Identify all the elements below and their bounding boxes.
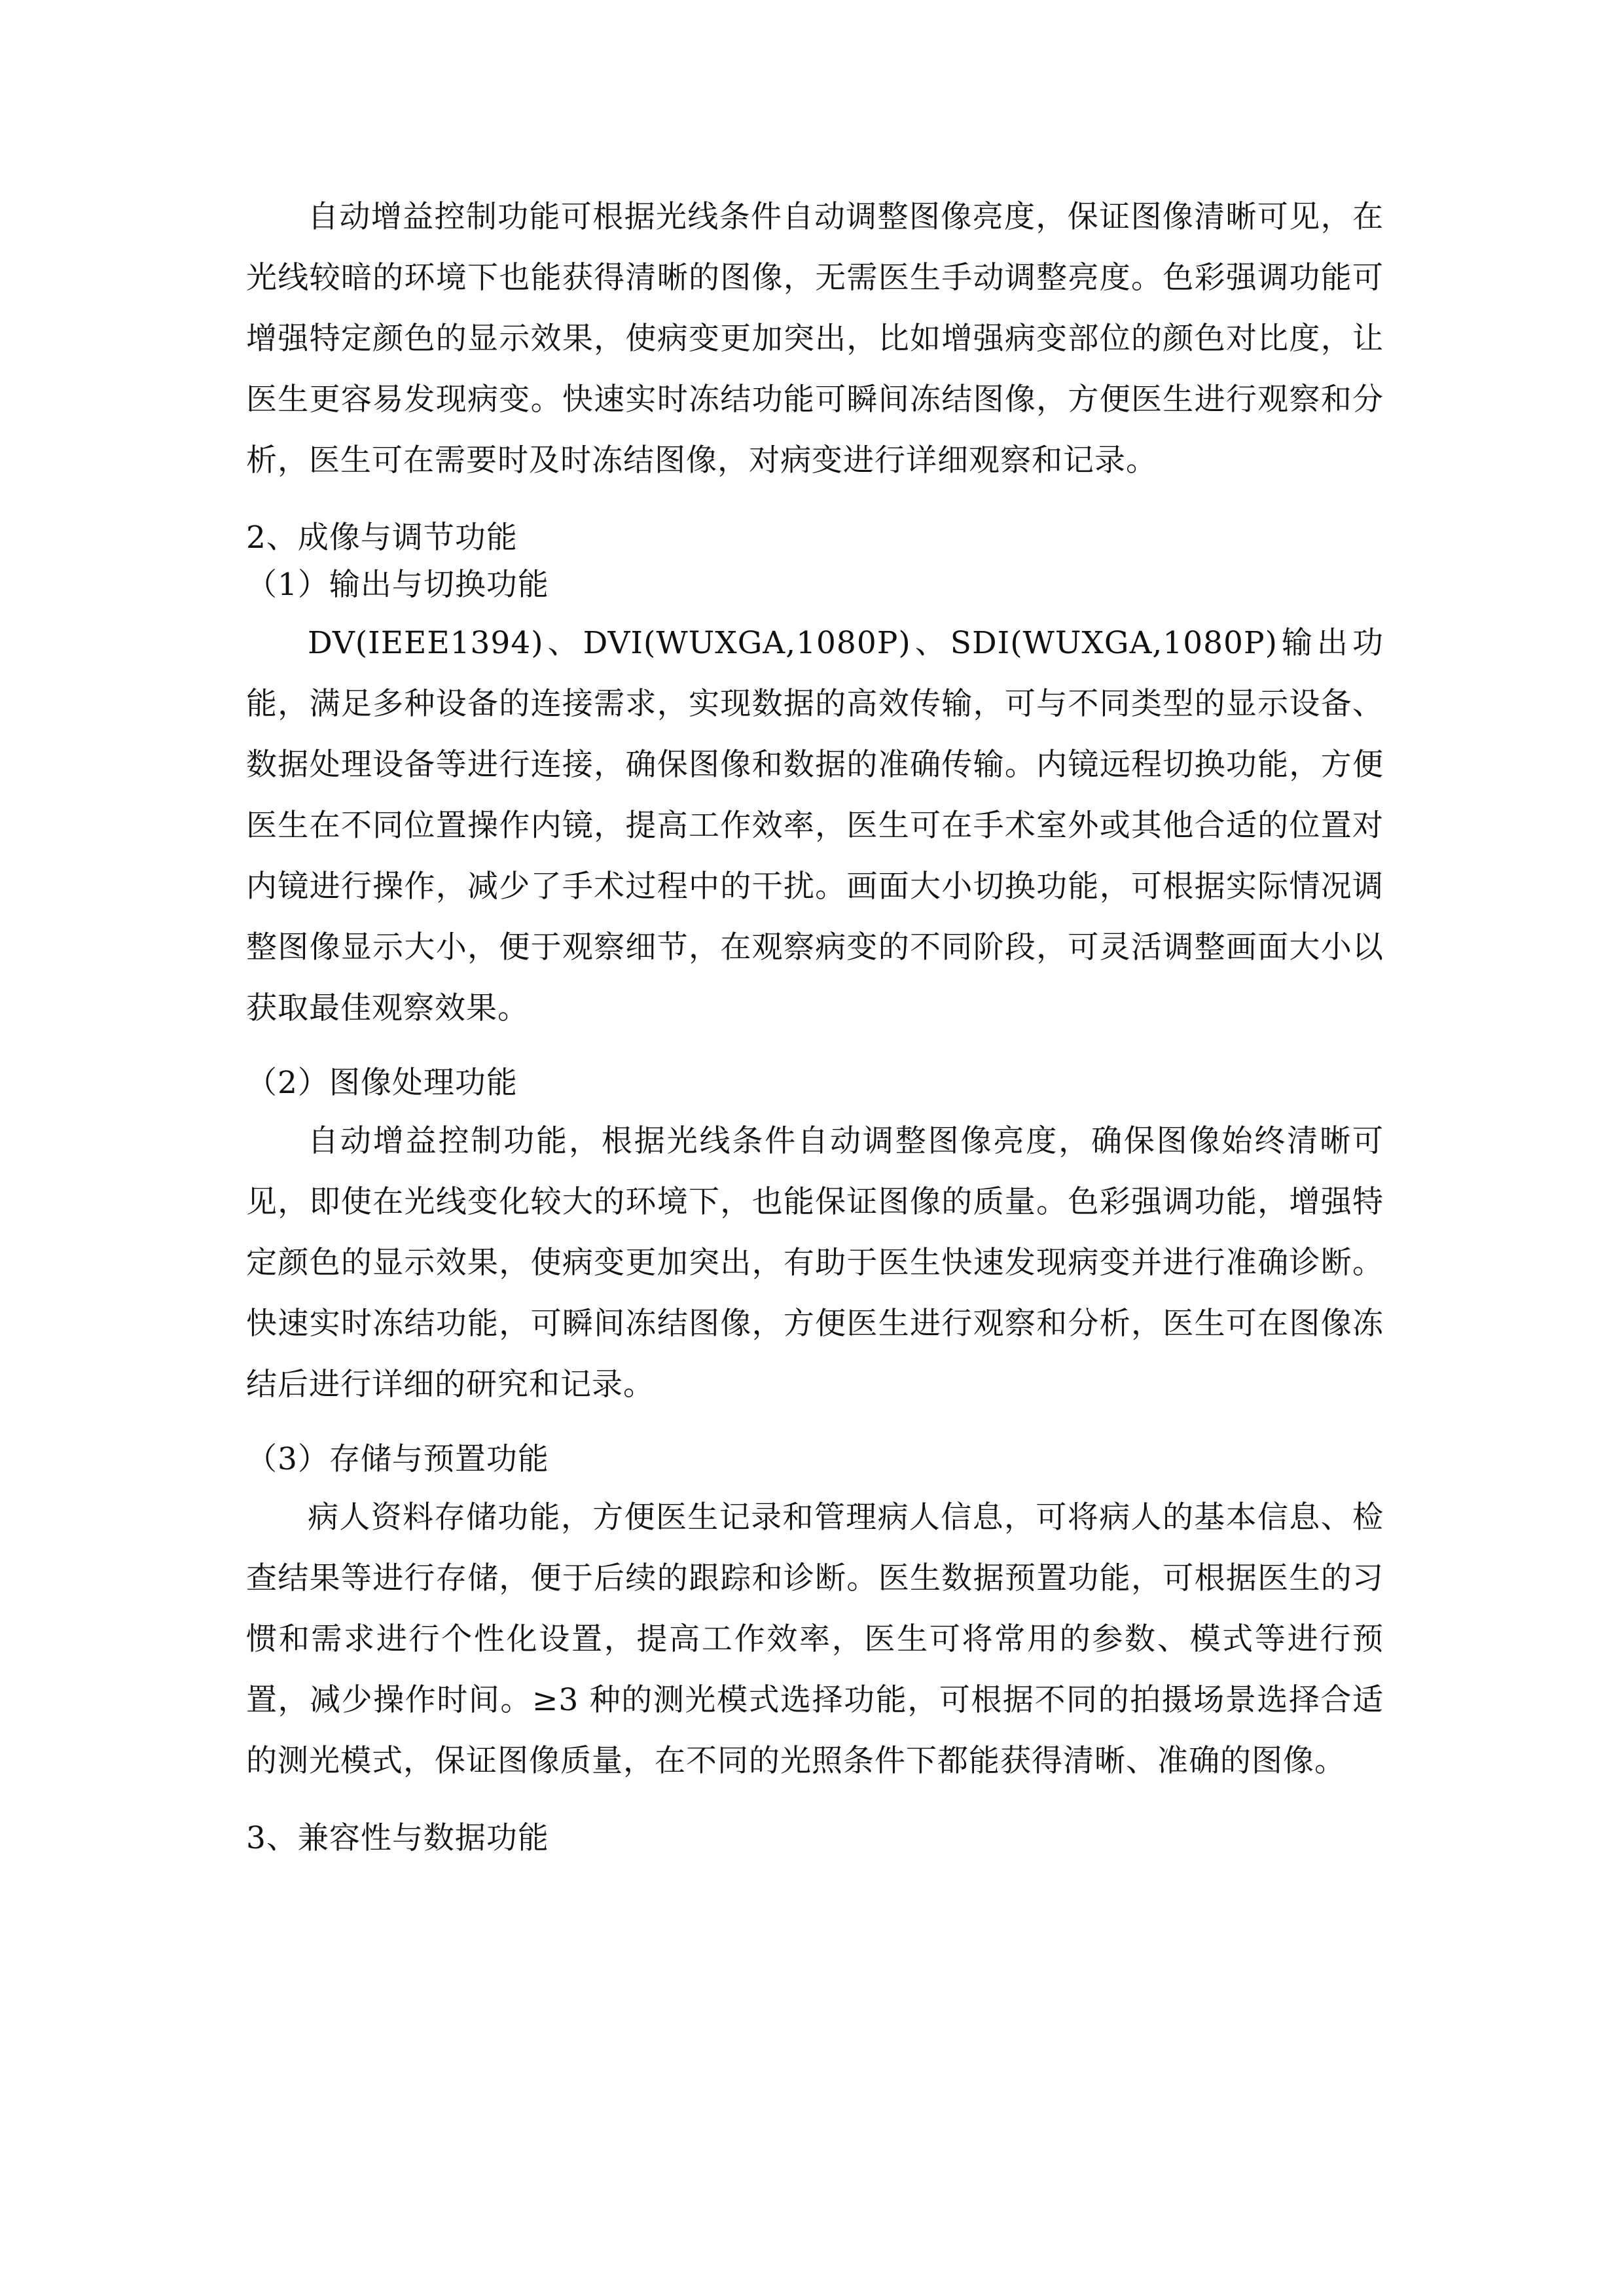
paragraph-auto-gain: 自动增益控制功能可根据光线条件自动调整图像亮度，保证图像清晰可见，在光线较暗的环境下也能获得清晰的图像，无需医生手动调整亮度。色彩强调功能可增强特定颜色的显示效果，使病变更加突出，比如增强病变部位的颜色对比度，让医生更容易发现病变。快速实时冻结功能可瞬间冻结图像，方便医生进行观察和分析，医生可在需要时及时冻结图像，对病变进行详细观察和记录。 <box>246 199 1384 478</box>
section-heading-imaging: 2、成像与调节功能 <box>246 520 518 556</box>
paragraph-storage-preset: 病人资料存储功能，方便医生记录和管理病人信息，可将病人的基本信息、检查结果等进行存储，便于后续的跟踪和诊断。医生数据预置功能，可根据医生的习惯和需求进行个性化设置，提高工作效率，医生可将常用的参数、模式等进行预置，减少操作时间。≥3 种的测光模式选择功能，可根据不同的拍摄场景选择合适的测光模式，保证图像质量，在不同的光照条件下都能获得清晰、准确的图像。 <box>246 1499 1384 1779</box>
document-body <box>246 187 1384 1859</box>
paragraph-image-processing: 自动增益控制功能，根据光线条件自动调整图像亮度，确保图像始终清晰可见，即使在光线变化较大的环境下，也能保证图像的质量。色彩强调功能，增强特定颜色的显示效果，使病变更加突出，有助于医生快速发现病变并进行准确诊断。快速实时冻结功能，可瞬间冻结图像，方便医生进行观察和分析，医生可在图像冻结后进行详细的研究和记录。 <box>246 1123 1384 1403</box>
subsection-heading-output: （1）输出与切换功能 <box>246 567 549 603</box>
section-heading-compatibility: 3、兼容性与数据功能 <box>246 1820 549 1856</box>
paragraph-output-switch: DV(IEEE1394)、DVI(WUXGA,1080P)、SDI(WUXGA,1080P)输出功能，满足多种设备的连接需求，实现数据的高效传输，可与不同类型的显示设备、数据处理设备等进行连接，确保图像和数据的准确传输。内镜远程切换功能，方便医生在不同位置操作内镜，提高工作效率，医生可在手术室外或其他合适的位置对内镜进行操作，减少了手术过程中的干扰。画面大小切换功能，可根据实际情况调整图像显示大小，便于观察细节，在观察病变的不同阶段，可灵活调整画面大小以获取最佳观察效果。 <box>246 625 1384 1026</box>
subsection-heading-image-processing: （2）图像处理功能 <box>246 1065 518 1101</box>
subsection-heading-storage: （3）存储与预置功能 <box>246 1441 549 1477</box>
